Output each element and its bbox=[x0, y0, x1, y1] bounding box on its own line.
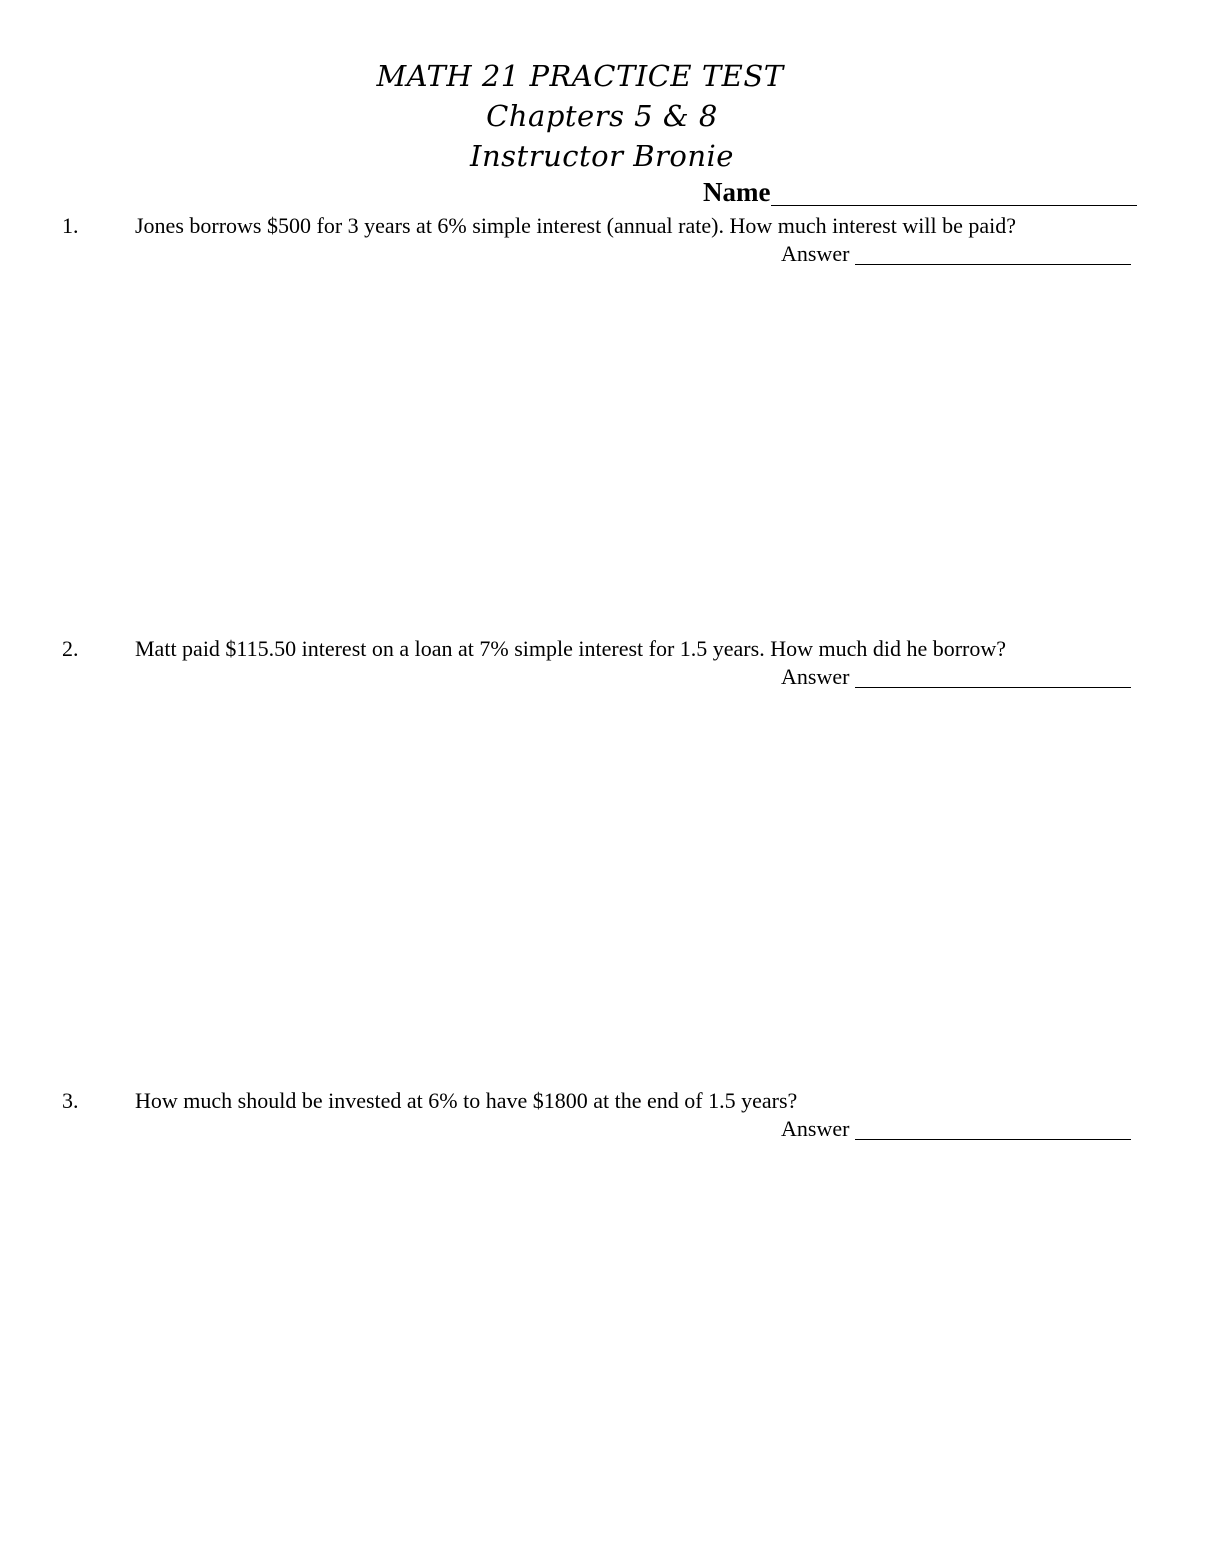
question-number: 2. bbox=[62, 636, 79, 661]
answer-blank[interactable] bbox=[855, 246, 1131, 265]
answer-blank[interactable] bbox=[855, 1121, 1131, 1140]
answer-label: Answer bbox=[781, 664, 850, 689]
answer-blank[interactable] bbox=[855, 669, 1131, 688]
answer-row bbox=[781, 1118, 1131, 1140]
test-subtitle: Chapters 5 & 8 bbox=[486, 99, 718, 133]
question-number: 3. bbox=[62, 1088, 79, 1113]
answer-row bbox=[781, 666, 1131, 688]
test-title: MATH 21 PRACTICE TEST bbox=[376, 59, 784, 93]
question-text: Jones borrows $500 for 3 years at 6% simple interest (annual rate). How much interest will be paid? bbox=[135, 213, 1016, 238]
instructor-name: Instructor Bronie bbox=[470, 139, 734, 173]
answer-label: Answer bbox=[781, 241, 850, 266]
name-label: Name bbox=[703, 177, 771, 207]
answer-label: Answer bbox=[781, 1116, 850, 1141]
name-field-row bbox=[703, 179, 1137, 206]
question-text: How much should be invested at 6% to have $1800 at the end of 1.5 years? bbox=[135, 1088, 798, 1113]
question-text: Matt paid $115.50 interest on a loan at 7% simple interest for 1.5 years. How much did he borrow? bbox=[135, 636, 1007, 661]
question-number: 1. bbox=[62, 213, 79, 238]
name-blank[interactable] bbox=[771, 181, 1137, 206]
answer-row bbox=[781, 243, 1131, 265]
